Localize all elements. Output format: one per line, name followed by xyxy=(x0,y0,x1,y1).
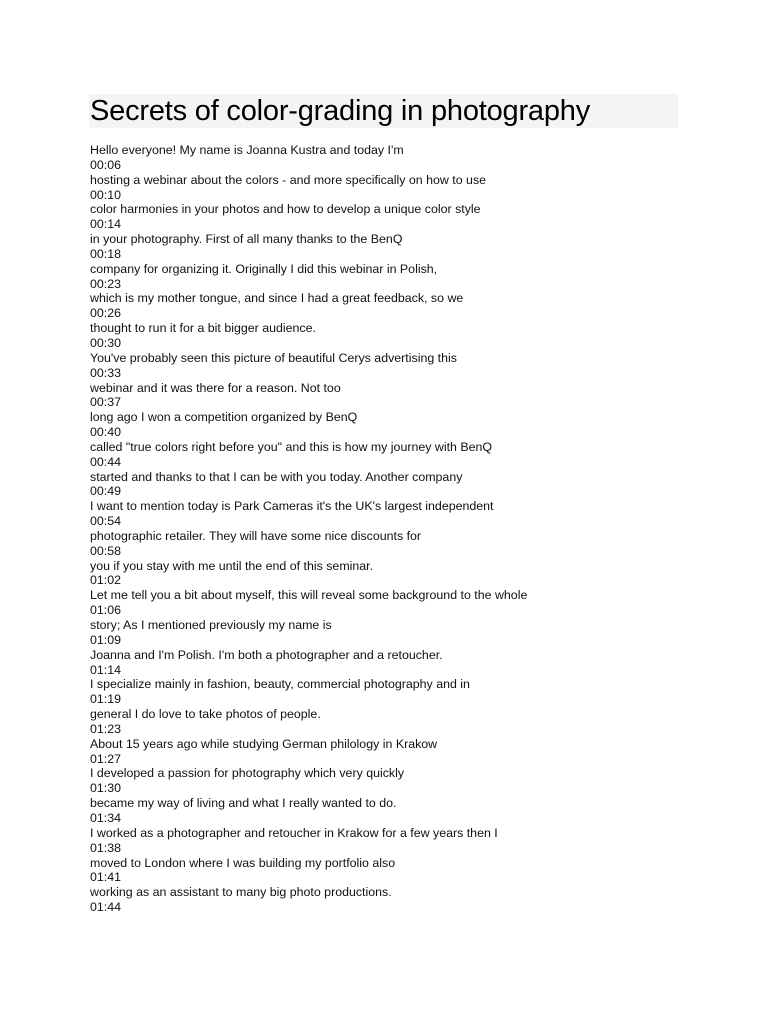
transcript-line: general I do love to take photos of people. xyxy=(90,707,321,722)
transcript-timestamp: 00:14 xyxy=(90,217,122,232)
transcript-body xyxy=(90,143,730,915)
transcript-line: which is my mother tongue, and since I had a great feedback, so we xyxy=(90,291,464,306)
transcript-line: company for organizing it. Originally I did this webinar in Polish, xyxy=(90,261,438,276)
transcript-line: became my way of living and what I really wanted to do. xyxy=(90,796,397,811)
transcript-line: color harmonies in your photos and how to develop a unique color style xyxy=(90,202,481,217)
transcript-line: called "true colors right before you" and this is how my journey with BenQ xyxy=(90,439,493,454)
transcript-timestamp: 00:33 xyxy=(90,365,122,380)
transcript-timestamp: 00:10 xyxy=(90,187,122,202)
document-title: Secrets of color-grading in photography xyxy=(90,95,590,127)
transcript-timestamp: 00:06 xyxy=(90,157,122,172)
transcript-timestamp: 01:14 xyxy=(90,662,122,677)
transcript-line: started and thanks to that I can be with you today. Another company xyxy=(90,469,463,484)
transcript-timestamp: 01:09 xyxy=(90,632,122,647)
transcript-line: I want to mention today is Park Cameras it's the UK's largest independent xyxy=(90,499,494,514)
transcript-timestamp: 00:54 xyxy=(90,514,122,529)
transcript-timestamp: 01:41 xyxy=(90,870,122,885)
transcript-timestamp: 01:30 xyxy=(90,781,122,796)
transcript-line: long ago I won a competition organized by BenQ xyxy=(90,410,358,425)
transcript-timestamp: 00:37 xyxy=(90,395,122,410)
transcript-line: in your photography. First of all many thanks to the BenQ xyxy=(90,232,403,247)
transcript-line: you if you stay with me until the end of this seminar. xyxy=(90,558,374,573)
transcript-timestamp: 00:23 xyxy=(90,276,122,291)
transcript-timestamp: 00:49 xyxy=(90,484,122,499)
transcript-timestamp: 01:23 xyxy=(90,721,122,736)
transcript-timestamp: 01:02 xyxy=(90,573,122,588)
transcript-timestamp: 01:34 xyxy=(90,810,122,825)
transcript-line: I developed a passion for photography which very quickly xyxy=(90,766,405,781)
transcript-timestamp: 00:44 xyxy=(90,454,122,469)
transcript-line: webinar and it was there for a reason. Not too xyxy=(90,380,341,395)
transcript-timestamp: 00:30 xyxy=(90,335,122,350)
transcript-line: thought to run it for a bit bigger audience. xyxy=(90,321,316,336)
transcript-timestamp: 00:26 xyxy=(90,306,122,321)
transcript-line: Hello everyone! My name is Joanna Kustra and today I'm xyxy=(90,143,404,157)
transcript-line: Let me tell you a bit about myself, this will reveal some background to the whole xyxy=(90,588,528,603)
transcript-timestamp: 01:38 xyxy=(90,840,122,855)
transcript-timestamp: 00:58 xyxy=(90,543,122,558)
transcript-line: hosting a webinar about the colors - and more specifically on how to use xyxy=(90,172,487,187)
transcript-line: I specialize mainly in fashion, beauty, commercial photography and in xyxy=(90,677,470,692)
transcript-timestamp: 01:27 xyxy=(90,751,122,766)
transcript-line: story; As I mentioned previously my name is xyxy=(90,618,332,632)
transcript-line: You've probably seen this picture of beautiful Cerys advertising this xyxy=(90,350,457,365)
transcript-line: photographic retailer. They will have some nice discounts for xyxy=(90,528,422,543)
transcript-line: moved to London where I was building my portfolio also xyxy=(90,855,396,870)
transcript-timestamp: 01:19 xyxy=(90,692,122,707)
transcript-timestamp: 01:06 xyxy=(90,603,122,618)
transcript-timestamp: 00:40 xyxy=(90,425,122,440)
transcript-line: I worked as a photographer and retoucher in Krakow for a few years then I xyxy=(90,825,498,840)
transcript-line: About 15 years ago while studying German philology in Krakow xyxy=(90,736,438,751)
transcript-timestamp: 00:18 xyxy=(90,246,122,261)
transcript-line: Joanna and I'm Polish. I'm both a photographer and a retoucher. xyxy=(90,647,443,662)
transcript-timestamp: 01:44 xyxy=(90,900,122,915)
transcript-line: working as an assistant to many big photo productions. xyxy=(90,885,392,900)
